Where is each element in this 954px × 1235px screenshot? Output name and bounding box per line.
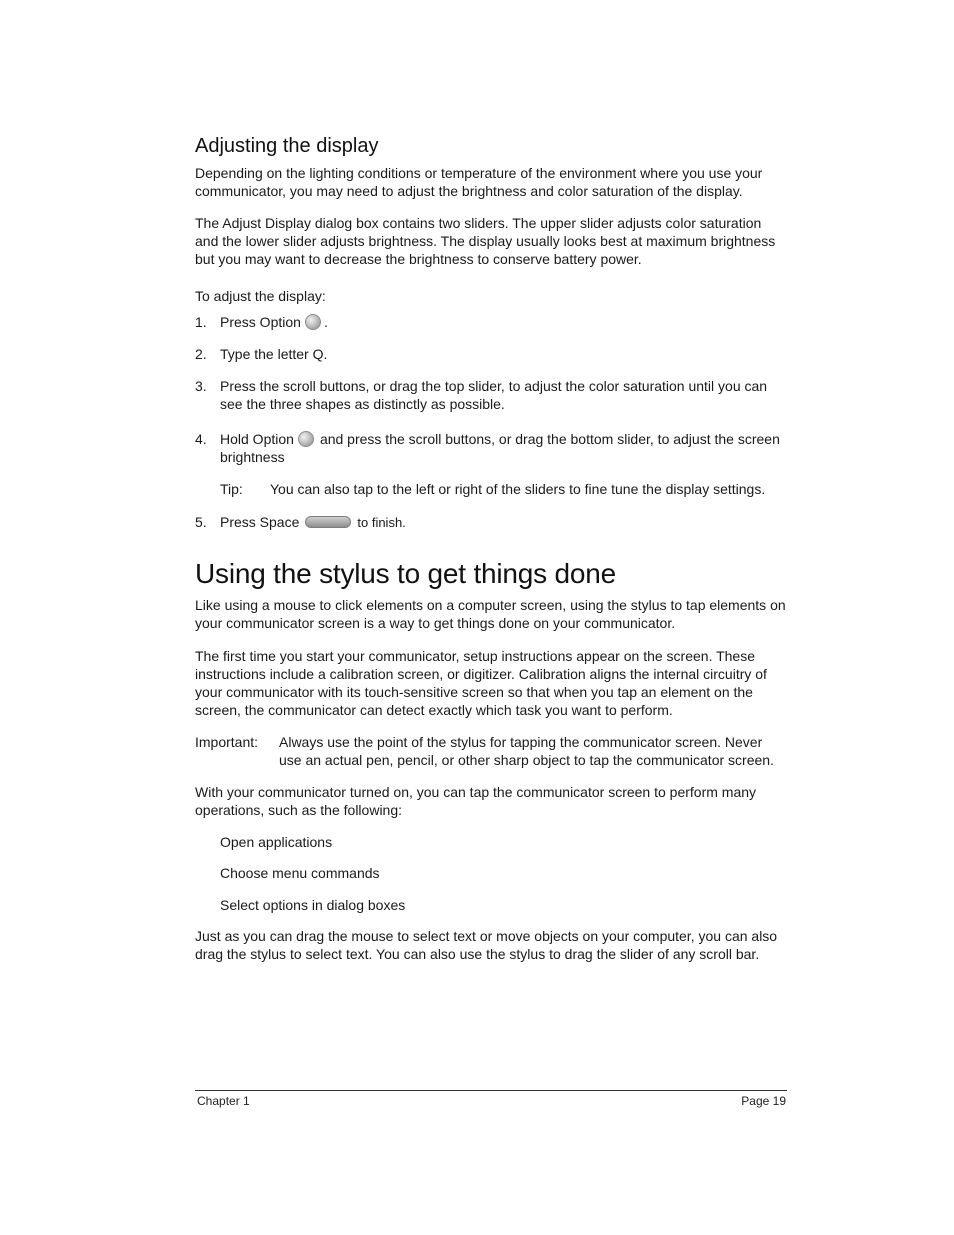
step-text: Press Option [220, 314, 301, 330]
section-heading-stylus: Using the stylus to get things done [195, 558, 617, 589]
footer-chapter: Chapter 1 [197, 1094, 250, 1108]
step-text: to finish. [357, 515, 406, 530]
list-item: Open applications [220, 834, 333, 850]
paragraph: The Adjust Display dialog box contains two sliders. The upper slider adjusts color saturation and the lower slider adjusts brightness. The display usually looks best at maximum brightness but you may want to decrease the brightness to conserve battery power. [195, 215, 776, 267]
paragraph: The first time you start your communicator, setup instructions appear on the screen. These instructions include a calibration screen, or digitizer. Calibration aligns the internal circuitry of your communicator with its touch-sensitive screen so that when you tap an element on the screen, the communicator can detect exactly which task you want to perform. [195, 648, 767, 718]
paragraph: With your communicator turned on, you can tap the communicator screen to perform many operations, such as the following: [195, 784, 757, 818]
step-item [220, 313, 787, 331]
important-text: Always use the point of the stylus for tapping the communicator screen. Never use an actual pen, pencil, or other sharp object to tap the communicator screen. [279, 734, 774, 768]
step-text: Press Space [220, 514, 300, 530]
step-text: Press the scroll buttons, or drag the top slider, to adjust the color saturation until you can see the three shapes as distinctly as possible. [220, 378, 768, 412]
step-item [220, 513, 787, 532]
step-text: Type the letter Q. [220, 346, 328, 362]
tip-text: You can also tap to the left or right of the sliders to fine tune the display settings. [270, 481, 766, 497]
paragraph: Just as you can drag the mouse to select text or move objects on your computer, you can also drag the stylus to select text. You can also use the stylus to drag the slider of any scroll bar. [195, 928, 778, 962]
list-item: Select options in dialog boxes [220, 897, 406, 913]
option-key-icon [298, 431, 314, 447]
paragraph: Depending on the lighting conditions or temperature of the environment where you use your communicator, you may need to adjust the brightness and color saturation of the display. [195, 165, 763, 199]
step-number: 2. [195, 346, 207, 362]
section-heading-adjusting-display: Adjusting the display [195, 135, 379, 157]
space-key-icon [305, 516, 351, 528]
procedure-title: To adjust the display: [195, 288, 326, 304]
paragraph: Like using a mouse to click elements on a computer screen, using the stylus to tap elements on your communicator screen is a way to get things done on your communicator. [195, 597, 786, 631]
step-number: 1. [195, 314, 207, 330]
step-text: and press the scroll buttons, or drag the bottom slider, to adjust the screen brightness [220, 431, 780, 465]
step-text: . [323, 314, 328, 330]
footer-page-number: Page 19 [741, 1094, 786, 1108]
tip-label: Tip: [220, 481, 243, 497]
step-item [220, 430, 787, 466]
step-text: Hold Option [220, 431, 294, 447]
step-number: 4. [195, 431, 207, 447]
list-item: Choose menu commands [220, 865, 380, 881]
step-number: 5. [195, 514, 207, 530]
footer-divider [195, 1090, 787, 1091]
step-number: 3. [195, 378, 207, 394]
option-key-icon [305, 314, 321, 330]
important-label: Important: [195, 734, 259, 750]
